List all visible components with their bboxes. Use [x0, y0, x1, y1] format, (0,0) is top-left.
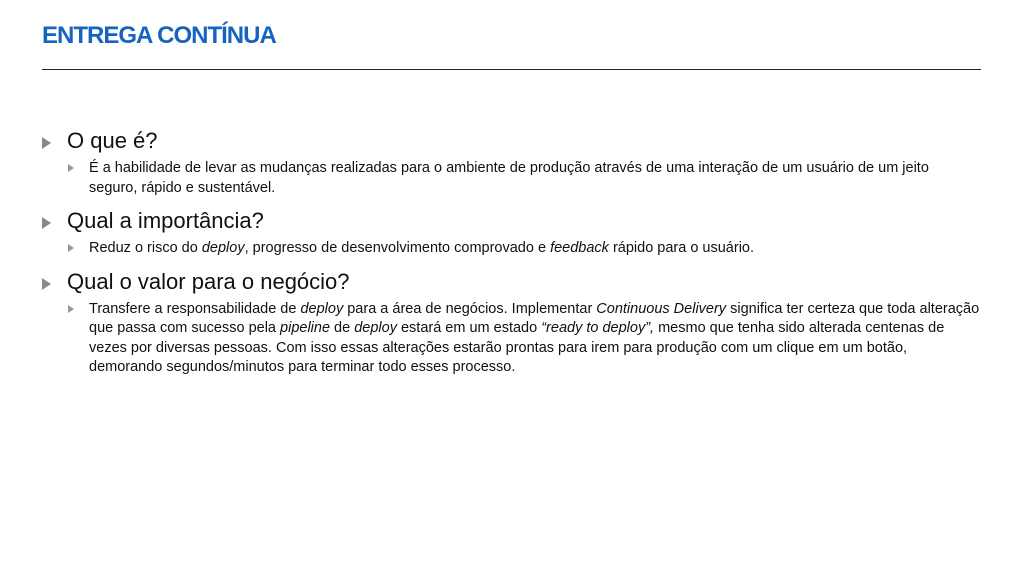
body-segment-italic: deploy	[300, 300, 344, 317]
body-segment-italic: “ready to deploy”,	[541, 320, 655, 336]
slide-content	[40, 120, 980, 386]
body-segment: , progresso de desenvolvimento comprovado e	[244, 240, 551, 256]
heading-text: Qual o valor para o negócio?	[67, 268, 350, 294]
body-segment: de	[330, 320, 355, 336]
small-triangle-bullet-icon	[68, 305, 74, 313]
triangle-bullet-icon	[42, 217, 51, 229]
body-segment: É a habilidade de levar as mudanças realizadas para o ambiente de produção através de uma interação de um usuário de um jeito seguro, rápido e sustentável.	[89, 160, 929, 196]
triangle-bullet-icon	[42, 137, 51, 149]
heading-text: O que é?	[67, 128, 158, 153]
section-heading-importancia	[40, 206, 980, 236]
section-body-valor-negocio	[40, 300, 980, 378]
body-segment: para a área de negócios. Implementar	[343, 300, 597, 317]
section-body-importancia	[40, 239, 980, 259]
body-segment: rápido para o usuário.	[608, 240, 755, 256]
section-heading-valor-negocio	[40, 267, 980, 297]
body-segment-italic: feedback	[550, 240, 609, 256]
body-segment: Transfere a responsabilidade de	[89, 300, 301, 317]
body-segment: Reduz o risco do	[89, 240, 202, 256]
body-segment: estará em um estado	[396, 320, 542, 336]
section-heading-o-que-e	[40, 126, 980, 156]
body-segment: significa ter certeza que toda alteração que passa com sucesso pela	[89, 300, 980, 336]
body-segment-italic: deploy	[201, 240, 245, 256]
body-segment-italic: Continuous Delivery	[596, 300, 727, 317]
triangle-bullet-icon	[42, 278, 51, 290]
title-divider	[42, 69, 981, 70]
small-triangle-bullet-icon	[68, 164, 74, 172]
body-segment-italic: deploy	[354, 320, 397, 336]
section-body-o-que-e	[40, 159, 980, 198]
body-segment: mesmo que tenha sido alterada centenas de vezes por diversas pessoas. Com isso essas alterações estarão prontas para irem para produção com um clique em um botão, demorando segundos/minutos para terminar todo esses processo.	[89, 320, 945, 375]
page-title: ENTREGA CONTÍNUA	[42, 22, 276, 49]
heading-text: Qual a importância?	[67, 208, 264, 233]
small-triangle-bullet-icon	[68, 244, 74, 252]
body-segment-italic: pipeline	[280, 320, 331, 336]
